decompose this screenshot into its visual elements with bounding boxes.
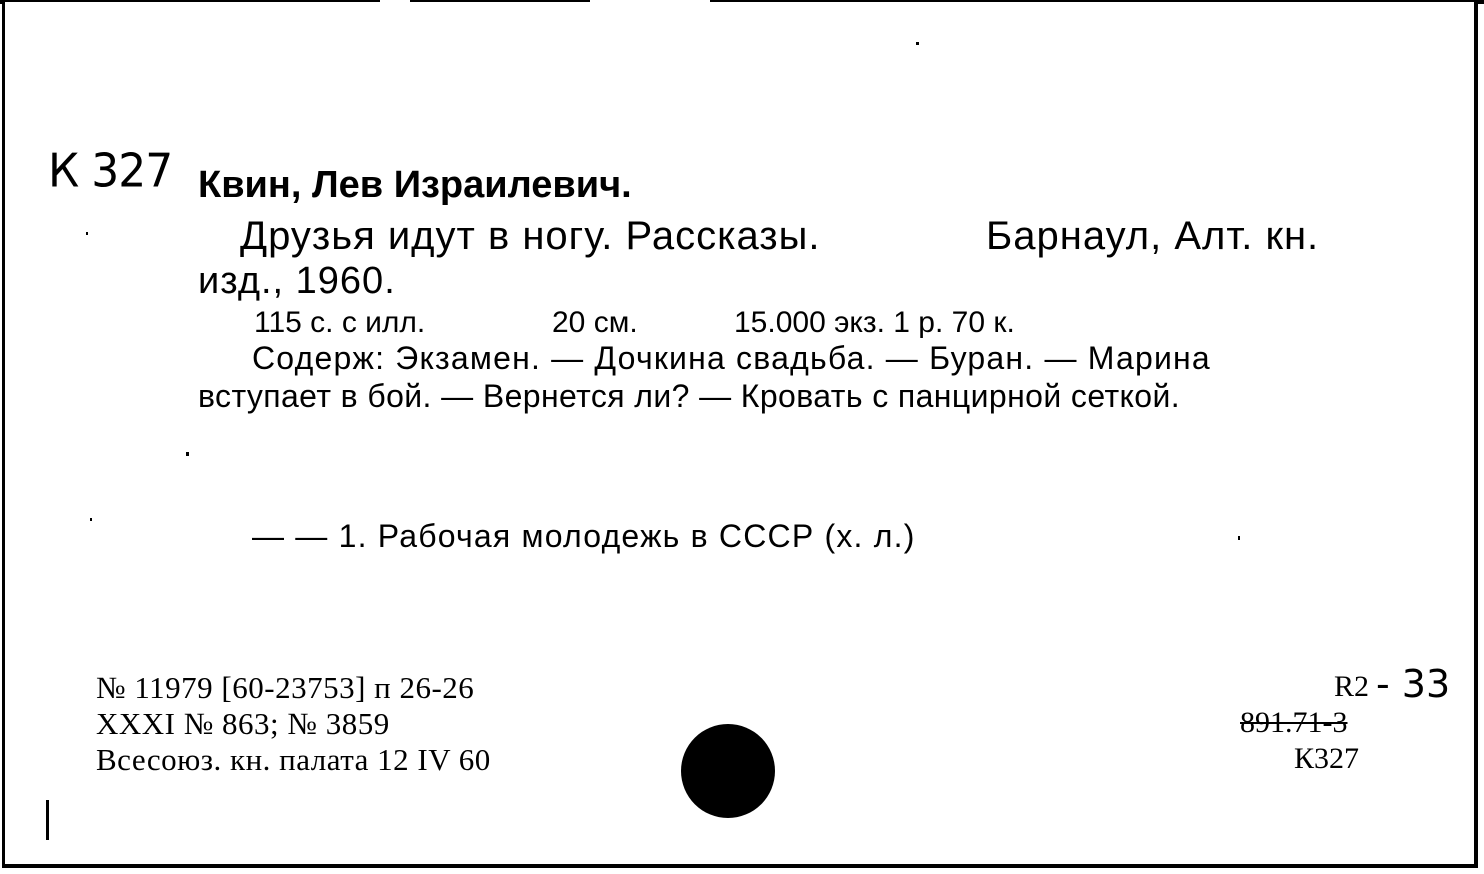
margin-mark (46, 800, 49, 840)
publication-place: Барнаул, Алт. кн. (986, 214, 1320, 258)
contents-line: вступает в бой. — Вернется ли? — Кровать с панцирной сеткой. (198, 378, 1181, 414)
speck (1238, 536, 1240, 540)
classification-code: R2 (1334, 670, 1370, 703)
call-number: К327 (1294, 742, 1360, 775)
speck (916, 42, 919, 45)
contents-line: Содерж: Экзамен. — Дочкина свадьба. — Буран. — Марина (252, 340, 1211, 376)
physical-pages: 115 с. с илл. (254, 306, 426, 339)
chamber-imprint: Всесоюз. кн. палата 12 IV 60 (96, 742, 491, 777)
physical-size: 20 см. (552, 306, 638, 339)
speck (90, 518, 92, 521)
punch-hole (681, 724, 775, 818)
handwritten-code: - 33 (1376, 662, 1451, 706)
registration-number: № 11979 [60-23753] п 26-26 (96, 670, 475, 705)
struck-classification: 891.71-3 (1240, 706, 1348, 739)
subject-heading: — — 1. Рабочая молодежь в СССР (х. л.) (252, 518, 916, 554)
author-heading: Квин, Лев Израилевич. (198, 164, 632, 206)
chronicle-reference: XXXI № 863; № 3859 (96, 706, 390, 741)
publication-year: изд., 1960. (198, 260, 396, 302)
speck (186, 452, 189, 456)
shelf-mark: К 327 (48, 144, 173, 199)
book-title: Друзья идут в ногу. Рассказы. (240, 214, 821, 258)
speck (86, 232, 88, 235)
copies-and-price: 15.000 экз. 1 р. 70 к. (734, 306, 1015, 339)
